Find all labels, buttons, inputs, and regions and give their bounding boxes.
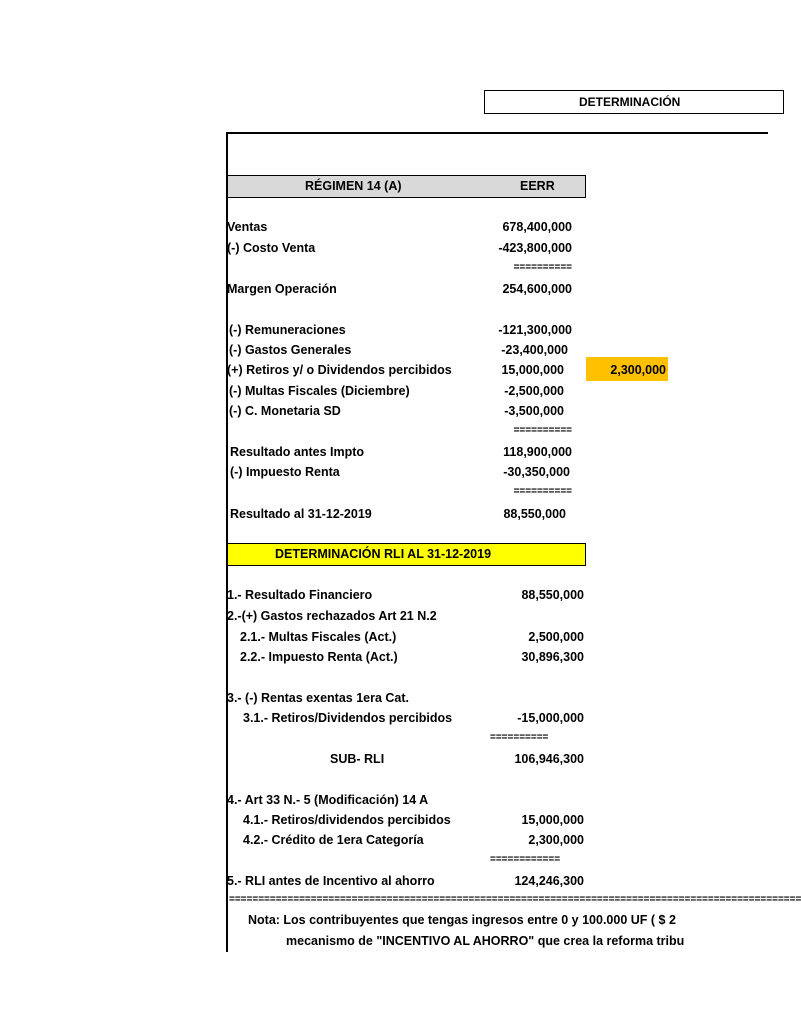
cmon-label: (-) C. Monetaria SD — [229, 404, 341, 418]
nota-line2: mecanismo de "INCENTIVO AL AHORRO" que crea la reforma tribu — [286, 934, 685, 948]
impuesto-label: (-) Impuesto Renta — [230, 465, 340, 479]
r1-value: 88,550,000 — [521, 588, 584, 602]
ventas-label: Ventas — [227, 220, 268, 234]
remun-value: -121,300,000 — [498, 323, 572, 337]
r21-label: 2.1.- Multas Fiscales (Act.) — [240, 630, 397, 644]
margen-label: Margen Operación — [227, 282, 337, 296]
remun-label: (-) Remuneraciones — [229, 323, 346, 337]
resultado-label: Resultado antes Impto — [230, 445, 365, 459]
separator: ============ — [490, 854, 561, 865]
r31-value: -15,000,000 — [517, 711, 584, 725]
gastos-value: -23,400,000 — [501, 343, 568, 357]
r2-label: 2.-(+) Gastos rechazados Art 21 N.2 — [227, 609, 437, 623]
page-title: DETERMINACIÓN — [579, 95, 681, 109]
r4-label: 4.- Art 33 N.- 5 (Modificación) 14 A — [227, 793, 429, 807]
r21-value: 2,500,000 — [528, 630, 584, 644]
r31-label: 3.1.- Retiros/Dividendos percibidos — [243, 711, 453, 725]
costo-label: (-) Costo Venta — [227, 241, 316, 255]
multas-label: (-) Multas Fiscales (Diciembre) — [229, 384, 410, 398]
long-separator: ================================================================================================== — [229, 894, 801, 905]
r5-value: 124,246,300 — [514, 874, 584, 888]
r42-value: 2,300,000 — [528, 833, 584, 847]
multas-value: -2,500,000 — [504, 384, 564, 398]
separator: ========== — [513, 486, 572, 497]
rli-header: DETERMINACIÓN RLI AL 31-12-2019 — [275, 547, 492, 561]
r41-value: 15,000,000 — [521, 813, 584, 827]
sub-rli-value: 106,946,300 — [514, 752, 584, 766]
r22-value: 30,896,300 — [521, 650, 584, 664]
final-label: Resultado al 31-12-2019 — [230, 507, 372, 521]
regimen-header: RÉGIMEN 14 (A) — [305, 179, 402, 193]
credit-value: 2,300,000 — [610, 363, 666, 377]
frame-top-line — [226, 132, 768, 134]
gastos-label: (-) Gastos Generales — [229, 343, 352, 357]
impuesto-value: -30,350,000 — [503, 465, 570, 479]
eerr-header: EERR — [520, 179, 555, 193]
r22-label: 2.2.- Impuesto Renta (Act.) — [240, 650, 398, 664]
costo-value: -423,800,000 — [498, 241, 572, 255]
separator: ========== — [490, 732, 549, 743]
frame-left-line — [226, 132, 228, 952]
r1-label: 1.- Resultado Financiero — [227, 588, 373, 602]
r42-label: 4.2.- Crédito de 1era Categoría — [243, 833, 424, 847]
r3-label: 3.- (-) Rentas exentas 1era Cat. — [227, 691, 410, 705]
nota-line1: Nota: Los contribuyentes que tengas ingresos entre 0 y 100.000 UF ( $ 2 — [248, 913, 676, 927]
resultado-value: 118,900,000 — [503, 445, 572, 459]
r5-label: 5.- RLI antes de Incentivo al ahorro — [227, 874, 435, 888]
ventas-value: 678,400,000 — [502, 220, 572, 234]
retiros-label: (+) Retiros y/ o Dividendos percibidos — [227, 363, 452, 377]
final-value: 88,550,000 — [503, 507, 566, 521]
sub-rli-label: SUB- RLI — [330, 752, 385, 766]
margen-value: 254,600,000 — [502, 282, 572, 296]
separator: ========== — [513, 425, 572, 436]
cmon-value: -3,500,000 — [504, 404, 564, 418]
separator: ========== — [513, 262, 572, 273]
retiros-value: 15,000,000 — [501, 363, 564, 377]
r41-label: 4.1.- Retiros/dividendos percibidos — [243, 813, 451, 827]
